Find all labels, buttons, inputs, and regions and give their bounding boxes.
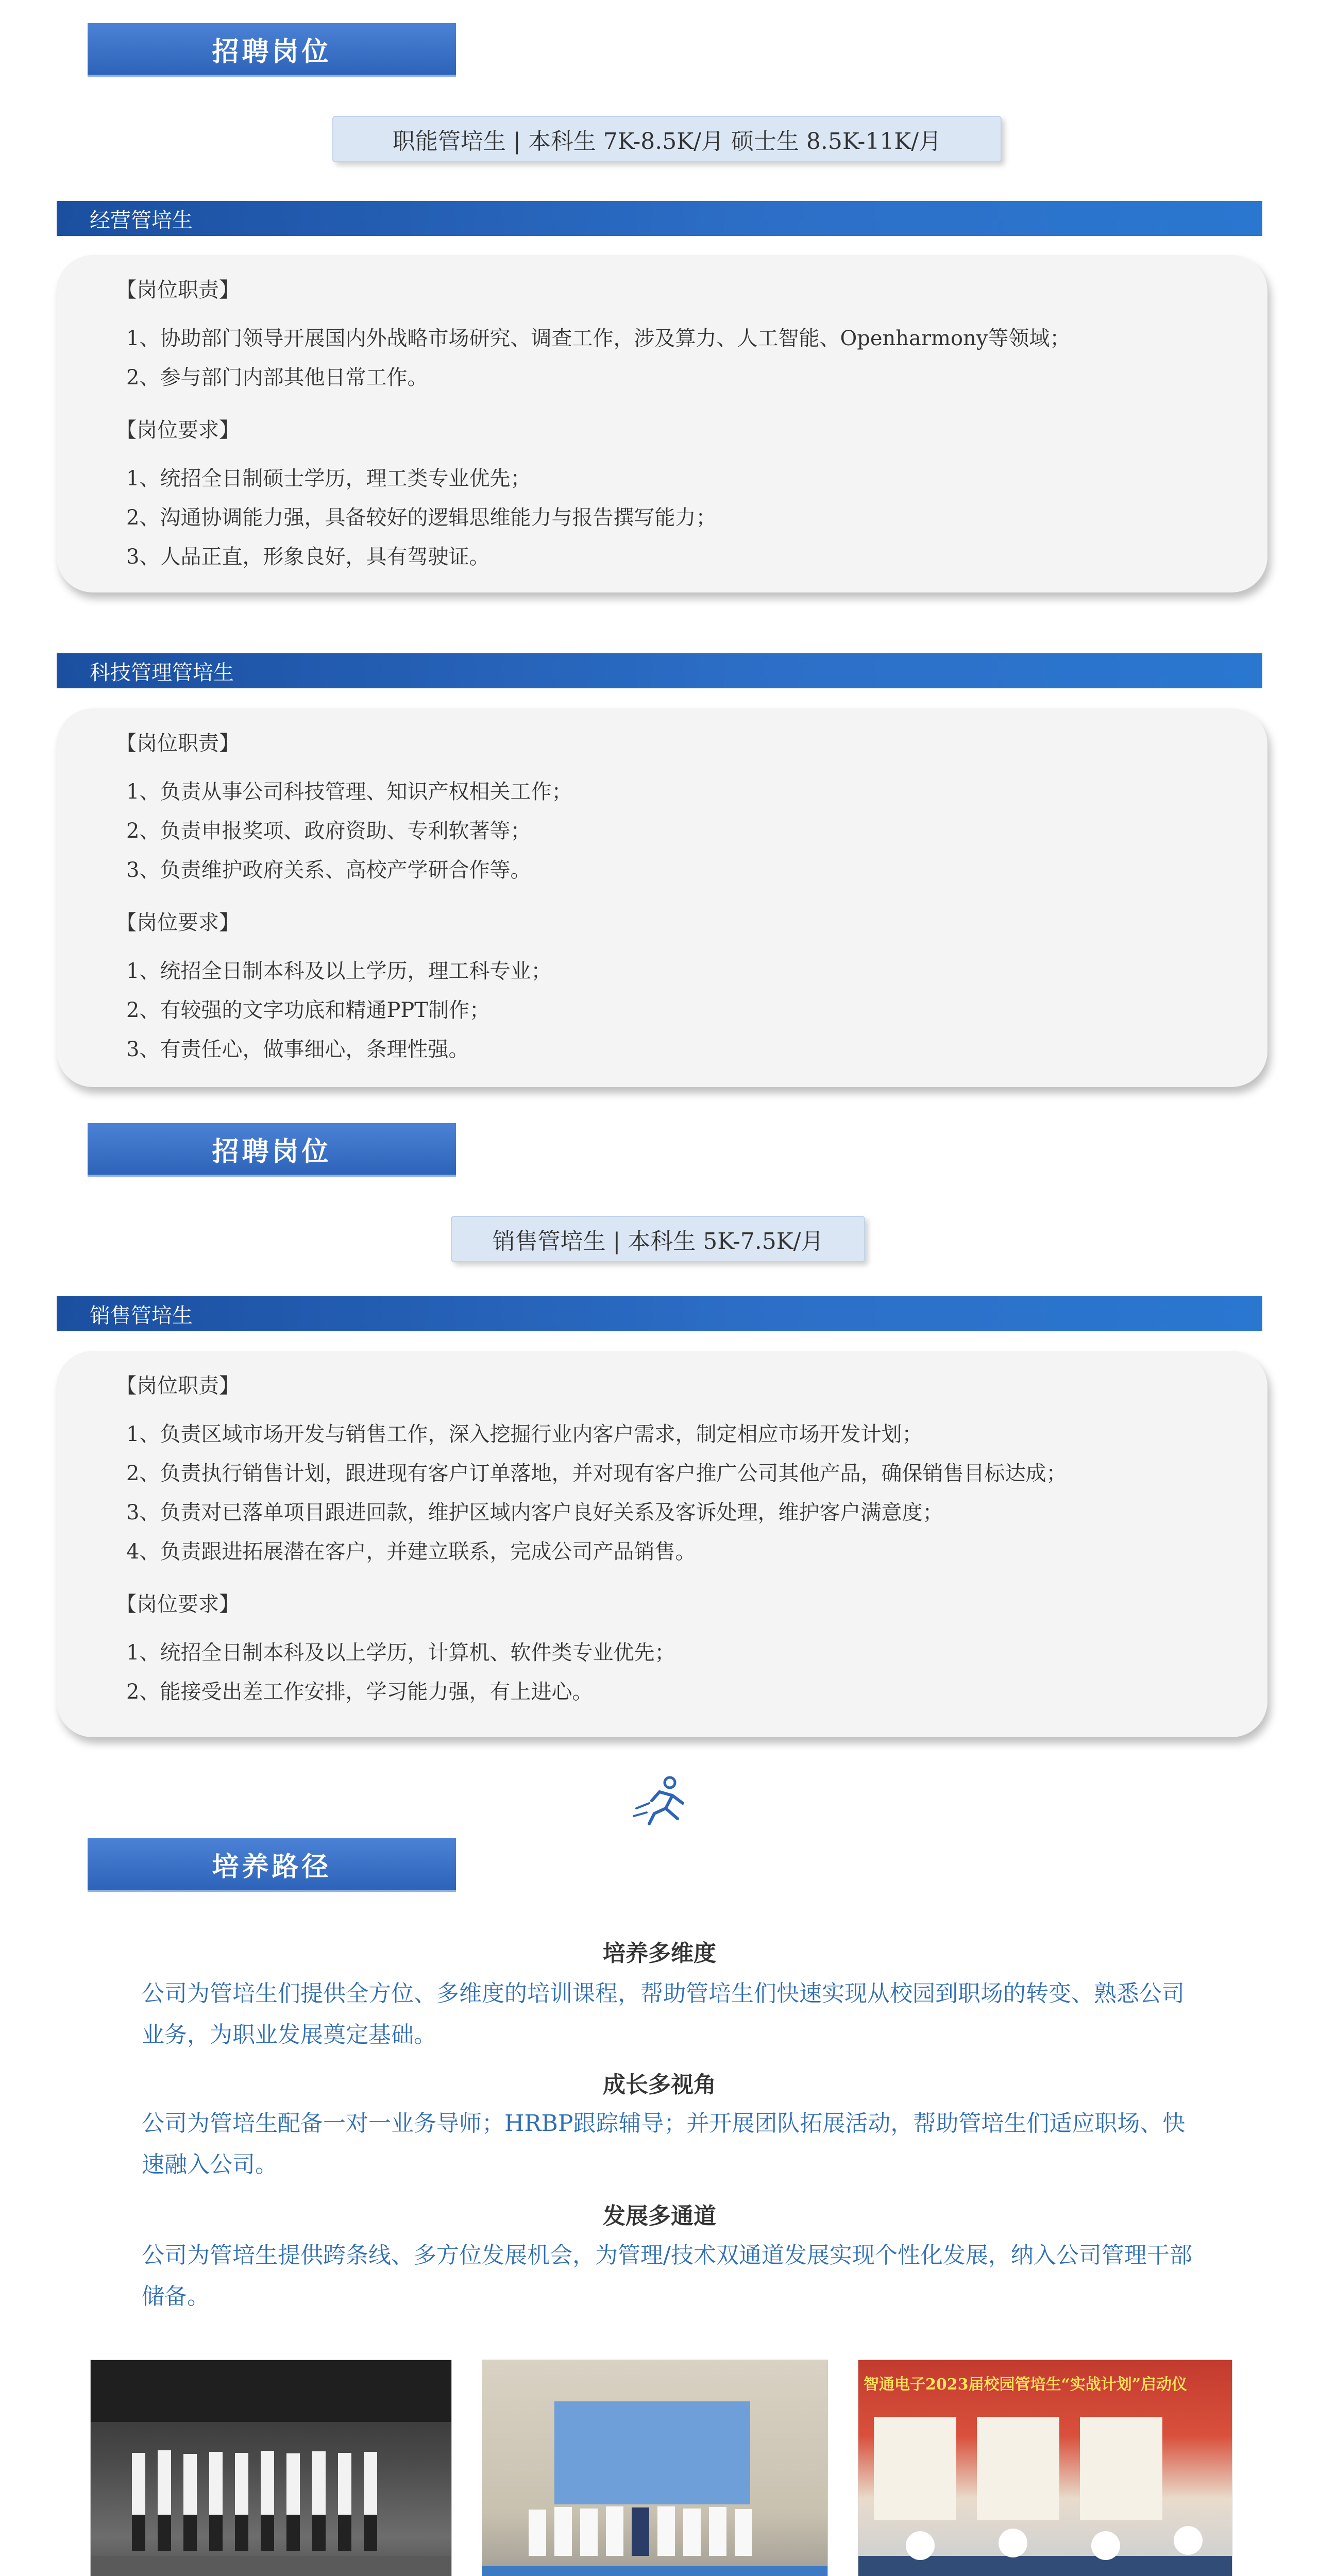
requirement-line: 3、人品正直，形象良好，具有驾驶证。 — [126, 545, 490, 569]
requirement-line: 1、统招全日制本科及以上学历，理工科专业； — [126, 959, 552, 983]
training-text-3: 公司为管培生提供跨条线、多方位发展机会，为管理/技术双通道发展实现个性化发展，纳入公司管理干部储备。 — [142, 2242, 1192, 2310]
duty-line: 1、负责从事公司科技管理、知识产权相关工作； — [126, 780, 572, 804]
requirement-line: 2、沟通协调能力强，具备较好的逻辑思维能力与报告撰写能力； — [126, 506, 717, 530]
job-card-tech-management — [57, 708, 1267, 1087]
requirement-line: 1、统招全日制硕士学历，理工类专业优先； — [126, 467, 531, 490]
duty-line: 2、负责执行销售计划，跟进现有客户订单落地，并对现有客户推广公司其他产品，确保销售目标达成； — [126, 1462, 1067, 1485]
requirement-line: 3、有责任心，做事细心，条理性强。 — [126, 1038, 469, 1061]
requirement-line: 2、能接受出差工作安排，学习能力强，有上进心。 — [126, 1680, 593, 1704]
requirement-heading: 【岗位要求】 — [116, 911, 240, 935]
training-title-1: 培养多维度 — [603, 1940, 716, 1967]
running-person-icon — [629, 1772, 696, 1829]
training-photo-1 — [90, 2360, 452, 2576]
duty-heading: 【岗位职责】 — [116, 1374, 240, 1398]
training-photo-3 — [858, 2360, 1232, 2576]
photo-banner-text: 智通电子2023届校园管培生“实战计划”启动仪 — [864, 2376, 1188, 2394]
duty-line: 1、负责区域市场开发与销售工作，深入挖掘行业内客户需求，制定相应市场开发计划； — [126, 1422, 923, 1446]
duty-heading: 【岗位职责】 — [116, 278, 240, 302]
duty-line: 2、负责申报奖项、政府资助、专利软著等； — [126, 819, 531, 843]
duty-line: 3、负责对已落单项目跟进回款，维护区域内客户良好关系及客诉处理，维护客户满意度； — [126, 1501, 943, 1524]
training-section-tab: 培养路径 — [88, 1838, 456, 1890]
job-card-operations — [57, 255, 1267, 592]
training-title-2: 成长多视角 — [603, 2072, 716, 2098]
duty-line: 2、参与部门内部其他日常工作。 — [126, 366, 428, 389]
training-text-1: 公司为管培生们提供全方位、多维度的培训课程，帮助管培生们快速实现从校园到职场的转变、熟悉公司业务，为职业发展奠定基础。 — [142, 1980, 1185, 2048]
recruit-section-tab: 招聘岗位 — [88, 23, 456, 75]
requirement-line: 2、有较强的文字功底和精通PPT制作； — [126, 998, 490, 1022]
job-banner-operations: 经营管培生 — [57, 201, 1262, 236]
job-banner-tech-management: 科技管理管培生 — [57, 653, 1262, 688]
duty-line: 4、负责跟进拓展潜在客户，并建立联系，完成公司产品销售。 — [126, 1540, 696, 1564]
salary-pill: 职能管培生 | 本科生 7K-8.5K/月 硕士生 8.5K-11K/月 — [332, 116, 1002, 162]
recruit-section-tab-2: 招聘岗位 — [88, 1123, 456, 1175]
training-photo-2 — [482, 2360, 828, 2576]
salary-pill-sales: 销售管培生 | 本科生 5K-7.5K/月 — [451, 1216, 865, 1262]
training-title-3: 发展多通道 — [603, 2203, 716, 2229]
requirement-line: 1、统招全日制本科及以上学历，计算机、软件类专业优先； — [126, 1641, 675, 1665]
requirement-heading: 【岗位要求】 — [116, 1592, 240, 1616]
requirement-heading: 【岗位要求】 — [116, 418, 240, 442]
duty-line: 3、负责维护政府关系、高校产学研合作等。 — [126, 858, 531, 882]
duty-heading: 【岗位职责】 — [116, 732, 240, 755]
duty-line: 1、协助部门领导开展国内外战略市场研究、调查工作，涉及算力、人工智能、Openharmony等领域； — [126, 327, 1071, 350]
job-banner-sales: 销售管培生 — [57, 1296, 1262, 1331]
training-text-2: 公司为管培生配备一对一业务导师；HRBP跟踪辅导；并开展团队拓展活动，帮助管培生们适应职场、快速融入公司。 — [142, 2110, 1186, 2178]
job-card-sales — [57, 1351, 1267, 1737]
